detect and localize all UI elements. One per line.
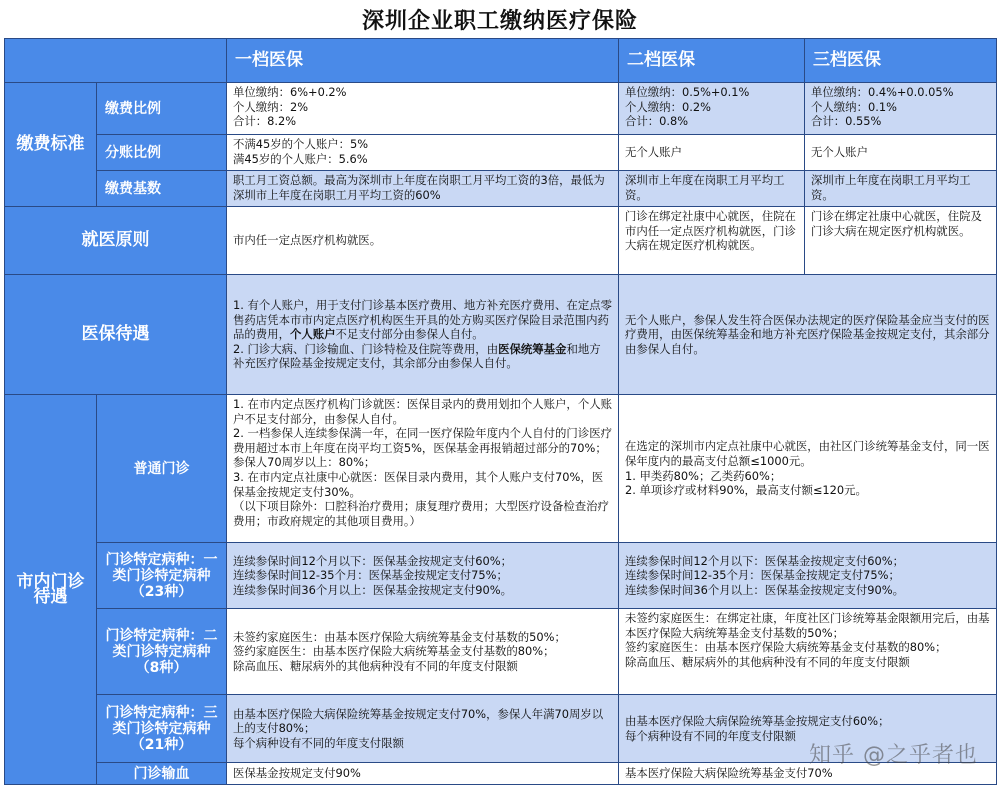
row-label-special1: 门诊特定病种：一类门诊特定病种（23种）	[97, 543, 227, 609]
benefits-text: 和地方补充医疗保险基金按规定支付，其余部分由参保人自付。	[233, 341, 601, 371]
special3-tier1	[227, 695, 619, 763]
principle-tier2: 门诊在绑定社康中心就医，住院在市内任一定点医疗机构就医，门诊大病在规定医疗机构就医。	[619, 207, 805, 275]
benefits-text: 1. 有个人账户，用于支付门诊基本医疗费用、地方补充医疗费用、在定点零售药店凭本市市内定点医疗机构医生开具的处方购买医疗保险目录范围内药品的费用，	[233, 298, 612, 342]
rate-tier2-line: 单位缴纳：0.5%+0.1%	[625, 85, 750, 99]
benefits-bold-text: 医保统筹基金	[498, 341, 567, 356]
split-tier3: 无个人账户	[805, 135, 997, 171]
special2-tier23-line: 除高血压、糖尿病外的其他病种没有不同的年度支付限额	[625, 654, 910, 669]
special1-tier23-line: 连续参保时间12-35个月：医保基金按规定支付75%；	[625, 568, 900, 583]
rate-tier3-line: 合计：0.55%	[811, 114, 882, 129]
header-tier3: 三档医保	[805, 39, 997, 83]
benefits-bold-text: 个人账户	[289, 327, 336, 342]
row-label-general: 普通门诊	[97, 395, 227, 543]
page-title: 深圳企业职工缴纳医疗保险	[361, 9, 638, 34]
rate-tier3-line: 个人缴纳：0.1%	[811, 99, 897, 114]
rate-tier1-line: 单位缴纳：6%+0.2%	[233, 85, 347, 99]
rate-tier3-line: 单位缴纳：0.4%+0.0.05%	[811, 85, 954, 99]
split-tier1-line: 满45岁的个人账户：5.6%	[233, 151, 368, 166]
row-label-transfusion: 门诊输血	[97, 763, 227, 785]
general-tier1-line: （以下项目除外：口腔科治疗费用；康复理疗费用；大型医疗设备检查治疗费用；市政府规定的其他项目费用。）	[233, 499, 609, 528]
rate-tier3	[805, 83, 997, 135]
row-label-special2: 门诊特定病种：二类门诊特定病种（8种）	[97, 609, 227, 695]
general-tier1-line: 1. 在市内定点医疗机构门诊就医：医保目录内的费用划扣个人账户，个人账户不足支付部分，由参保人自付。	[233, 397, 612, 426]
special2-tier23-line: 未签约家庭医生：在绑定社康，年度社区门诊统筹基金限额用完后，由基本医疗保险大病统筹基金支付基数的50%；	[625, 611, 990, 640]
insurance-table	[4, 38, 997, 785]
rate-tier2-line: 个人缴纳：0.2%	[625, 99, 711, 114]
special3-tier1-line: 每个病种设有不同的年度支付限额	[233, 735, 404, 750]
special1-tier23	[619, 543, 997, 609]
special2-tier1-line: 除高血压、糖尿病外的其他病种没有不同的年度支付限额	[233, 658, 518, 673]
general-tier1	[227, 395, 619, 543]
benefits-tier23: 无个人账户，参保人发生符合医保办法规定的医疗保险基金应当支付的医疗费用，由医保统筹基金和地方补充医疗保险基金按规定支付，其余部分由参保人自付。	[619, 275, 997, 395]
rate-tier2	[619, 83, 805, 135]
general-tier23-line: 1. 甲类药80%；乙类药60%；	[625, 468, 782, 483]
row-label-split: 分账比例	[97, 135, 227, 171]
special1-tier1-line: 连续参保时间12个月以下：医保基金按规定支付60%；	[233, 553, 513, 568]
base-tier3: 深圳市上年度在岗职工月平均工资。	[805, 171, 997, 207]
base-tier1: 职工月工资总额。最高为深圳市上年度在岗职工月平均工资的3倍，最低为深圳市上年度在岗职工月平均工资的60%	[227, 171, 619, 207]
split-tier1-line: 不满45岁的个人账户：5%	[233, 137, 369, 151]
row-label-base: 缴费基数	[97, 171, 227, 207]
category-contribution: 缴费标准	[5, 83, 97, 207]
header-tier2: 二档医保	[619, 39, 805, 83]
benefits-tier1-para	[233, 342, 612, 371]
special2-tier23-line: 签约家庭医生：由基本医疗保险大病统筹基金支付基数的80%；	[625, 640, 947, 655]
benefits-tier1	[227, 275, 619, 395]
rate-tier1-line: 个人缴纳：2%	[233, 99, 309, 114]
special2-tier1	[227, 609, 619, 695]
split-tier2: 无个人账户	[619, 135, 805, 171]
transfusion-tier1: 医保基金按规定支付90%	[227, 763, 619, 785]
category-outpatient-line: 待遇	[33, 586, 68, 607]
principle-tier1: 市内任一定点医疗机构就医。	[227, 207, 619, 275]
principle-tier3: 门诊在绑定社康中心就医，住院及门诊大病在规定医疗机构就医。	[805, 207, 997, 275]
rate-tier1	[227, 83, 619, 135]
special3-tier23-line: 由基本医疗保险大病保险统筹基金按规定支付60%；	[625, 713, 890, 728]
benefits-text: 不足支付部分由参保人自付。	[335, 327, 484, 342]
special3-tier1-line: 由基本医疗保险大病保险统筹基金按规定支付70%，参保人年满70周岁以上的支付80%；	[233, 706, 604, 736]
special2-tier1-line: 未签约家庭医生：由基本医疗保险大病统筹基金支付基数的50%；	[233, 629, 566, 644]
category-principle: 就医原则	[5, 207, 227, 275]
special2-tier23	[619, 609, 997, 695]
special1-tier1	[227, 543, 619, 609]
general-tier23-line: 2. 单项诊疗或材料90%，最高支付额≤120元。	[625, 483, 867, 498]
special3-tier23-line: 每个病种设有不同的年度支付限额	[625, 728, 796, 743]
general-tier1-line: 2. 一档参保人连续参保满一年，在同一医疗保险年度内个人自付的门诊医疗费用超过本市上年度在岗平均工资5%，医保基金再报销超过部分的70%；参保人70周岁以上：80%；	[233, 426, 612, 470]
split-tier1	[227, 135, 619, 171]
row-label-rate: 缴费比例	[97, 83, 227, 135]
rate-tier1-line: 合计：8.2%	[233, 114, 297, 129]
general-tier1-line: 3. 在市内定点社康中心就医：医保目录内费用，其个人账户支付70%，医保基金按规定支付30%。	[233, 469, 604, 499]
benefits-tier1-para	[233, 298, 612, 342]
transfusion-tier23: 基本医疗保险大病保险统筹基金支付70%	[619, 763, 997, 785]
general-tier23-line: 在选定的深圳市内定点社康中心就医，由社区门诊统筹基金支付，同一医保年度内的最高支付总额≤1000元。	[625, 439, 990, 468]
base-tier2: 深圳市上年度在岗职工月平均工资。	[619, 171, 805, 207]
category-benefits: 医保待遇	[5, 275, 227, 395]
general-tier23	[619, 395, 997, 543]
category-outpatient	[5, 395, 97, 785]
benefits-text: 2. 门诊大病、门诊输血、门诊特检及住院等费用，由	[233, 341, 499, 356]
watermark: 知乎 @之乎者也	[809, 743, 978, 768]
rate-tier2-line: 合计：0.8%	[625, 114, 689, 129]
header-empty-cell	[5, 39, 227, 83]
special1-tier23-line: 连续参保时间36个月以上：医保基金按规定支付90%。	[625, 582, 905, 597]
special1-tier1-line: 连续参保时间36个月以上：医保基金按规定支付90%。	[233, 582, 513, 597]
category-outpatient-line: 市内门诊	[16, 571, 85, 592]
special1-tier1-line: 连续参保时间12-35个月：医保基金按规定支付75%；	[233, 568, 508, 583]
special1-tier23-line: 连续参保时间12个月以下：医保基金按规定支付60%；	[625, 553, 905, 568]
special2-tier1-line: 签约家庭医生：由基本医疗保险大病统筹基金支付基数的80%；	[233, 644, 555, 659]
row-label-special3: 门诊特定病种：三类门诊特定病种（21种）	[97, 695, 227, 763]
header-tier1: 一档医保	[227, 39, 619, 83]
